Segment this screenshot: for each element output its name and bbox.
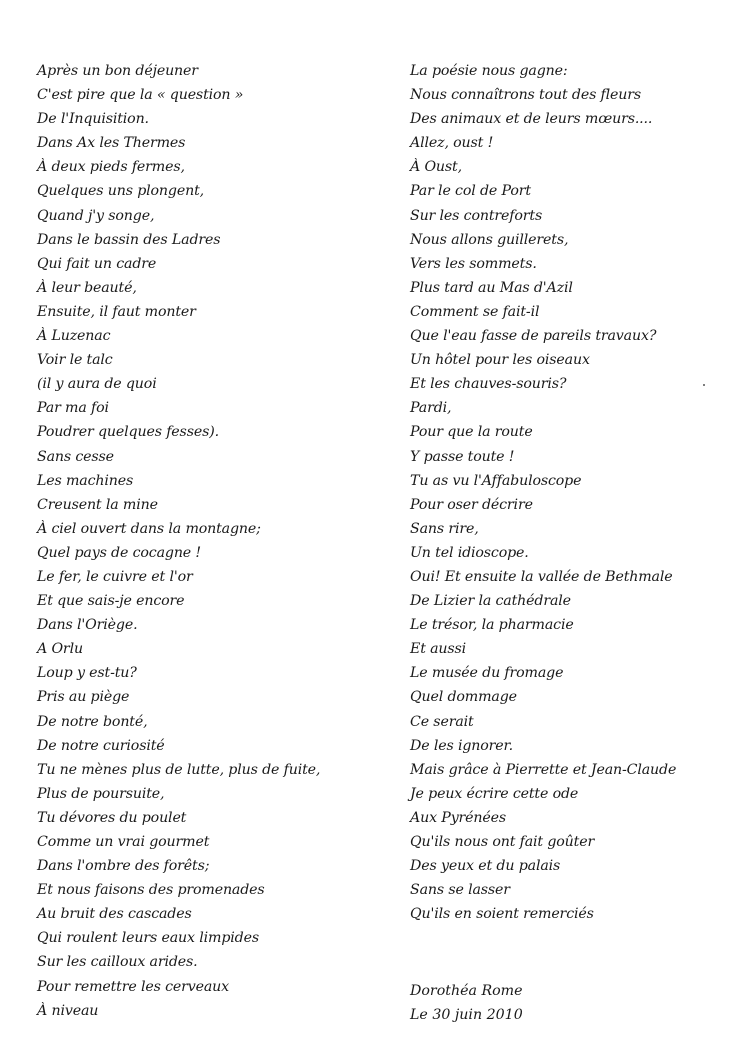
poem-line: Sur les contreforts [410, 207, 543, 224]
poem-line: De notre curiosité [37, 737, 165, 754]
poem-line: Les machines [37, 472, 134, 489]
poem-line: Pour que la route [410, 424, 533, 441]
poem-line: Plus de poursuite, [37, 785, 165, 802]
poem-line: Sans cesse [37, 448, 114, 465]
poem-line: De notre bonté, [37, 713, 148, 730]
poem-line: Ensuite, il faut monter [37, 303, 196, 320]
poem-line: Pour oser décrire [410, 496, 533, 513]
poem-line: Quelques uns plongent, [37, 183, 204, 200]
poem-line: Plus tard au Mas d'Azil [410, 279, 573, 296]
poem-line: Et les chauves-souris? [410, 376, 567, 393]
poem-line: À ciel ouvert dans la montagne; [37, 520, 261, 537]
stray-mark [703, 384, 705, 386]
poem-line: Dans l'ombre des forêts; [37, 858, 210, 875]
poem-line: Creusent la mine [37, 496, 158, 513]
poem-line: Voir le talc [37, 352, 113, 369]
poem-line: (il y aura de quoi [37, 376, 157, 393]
poem-line: La poésie nous gagne: [410, 63, 568, 79]
poem-line: Des yeux et du palais [410, 858, 561, 875]
poem-line: À Oust, [410, 159, 462, 176]
poem-line: Ce serait [410, 713, 474, 730]
poem-line: Que l'eau fasse de pareils travaux? [410, 328, 657, 345]
poem-line: Je peux écrire cette ode [410, 785, 579, 802]
poem-line: Dans le bassin des Ladres [37, 231, 221, 248]
poem-line: Allez, oust ! [410, 135, 494, 152]
poem-line: Sans se lasser [410, 882, 510, 899]
poem-left-column [37, 59, 377, 1023]
poem-line: Quel pays de cocagne ! [37, 544, 201, 561]
poem-line: Pour remettre les cerveaux [37, 978, 230, 995]
poem-line: Poudrer quelques fesses). [37, 424, 219, 441]
poem-line: De Lizier la cathédrale [410, 593, 571, 610]
poem-line: Le trésor, la pharmacie [410, 617, 574, 634]
poem-line: Pris au piège [37, 689, 130, 706]
poem-line: Par ma foi [37, 400, 109, 417]
poem-line: A Orlu [37, 641, 83, 658]
poem-line: De les ignorer. [410, 737, 513, 754]
poem-right-column [410, 59, 740, 926]
poem-line: Qu'ils nous ont fait goûter [410, 834, 595, 850]
poem-line: Tu dévores du poulet [37, 809, 187, 826]
poem-line: Le musée du fromage [410, 665, 564, 682]
poem-date: Le 30 juin 2010 [410, 1007, 523, 1024]
poem-line: Dans l'Oriège. [37, 617, 138, 634]
poem-line: Vers les sommets. [410, 255, 537, 272]
poem-line: Et aussi [410, 641, 467, 658]
poem-line: Y passe toute ! [410, 448, 515, 465]
poem-line: Nous connaîtrons tout des fleurs [410, 87, 642, 104]
poem-line: Après un bon déjeuner [37, 63, 198, 79]
poem-line: De l'Inquisition. [37, 111, 149, 128]
poem-line: À deux pieds fermes, [37, 159, 185, 176]
poem-line: Dans Ax les Thermes [37, 135, 186, 152]
poem-line: Par le col de Port [410, 183, 531, 200]
poem-line: Comme un vrai gourmet [37, 834, 210, 850]
signature-block [410, 979, 740, 1027]
poem-line: À Luzenac [37, 328, 111, 345]
poem-line: Sur les cailloux arides. [37, 954, 198, 971]
poem-line: Qui fait un cadre [37, 255, 157, 272]
poem-line: Quand j'y songe, [37, 207, 155, 224]
poem-line: Tu ne mènes plus de lutte, plus de fuite, [37, 761, 321, 778]
poem-line: Quel dommage [410, 689, 517, 706]
poem-line: C'est pire que la « question » [37, 87, 244, 104]
poem-line: À niveau [37, 1002, 99, 1019]
author-name: Dorothéa Rome [410, 983, 523, 999]
poem-line: Sans rire, [410, 520, 479, 537]
poem-line: À leur beauté, [37, 279, 137, 296]
poem-line: Comment se fait-il [410, 303, 540, 320]
poem-line: Qu'ils en soient remerciés [410, 906, 594, 923]
poem-line: Le fer, le cuivre et l'or [37, 568, 193, 585]
poem-line: Pardi, [410, 400, 452, 417]
poem-line: Aux Pyrénées [410, 809, 507, 826]
poem-line: Un tel idioscope. [410, 544, 529, 561]
poem-line: Un hôtel pour les oiseaux [410, 352, 590, 369]
poem-line: Tu as vu l'Affabuloscope [410, 472, 582, 489]
poem-line: Oui! Et ensuite la vallée de Bethmale [410, 568, 673, 585]
poem-line: Mais grâce à Pierrette et Jean-Claude [410, 761, 677, 778]
poem-line: Des animaux et de leurs mœurs.... [410, 111, 653, 128]
poem-line: Au bruit des cascades [37, 906, 192, 923]
poem-line: Qui roulent leurs eaux limpides [37, 930, 259, 947]
poem-line: Nous allons guillerets, [410, 231, 569, 248]
poem-line: Loup y est-tu? [37, 665, 137, 682]
poem-line: Et nous faisons des promenades [37, 882, 265, 899]
poem-line: Et que sais-je encore [37, 593, 185, 610]
